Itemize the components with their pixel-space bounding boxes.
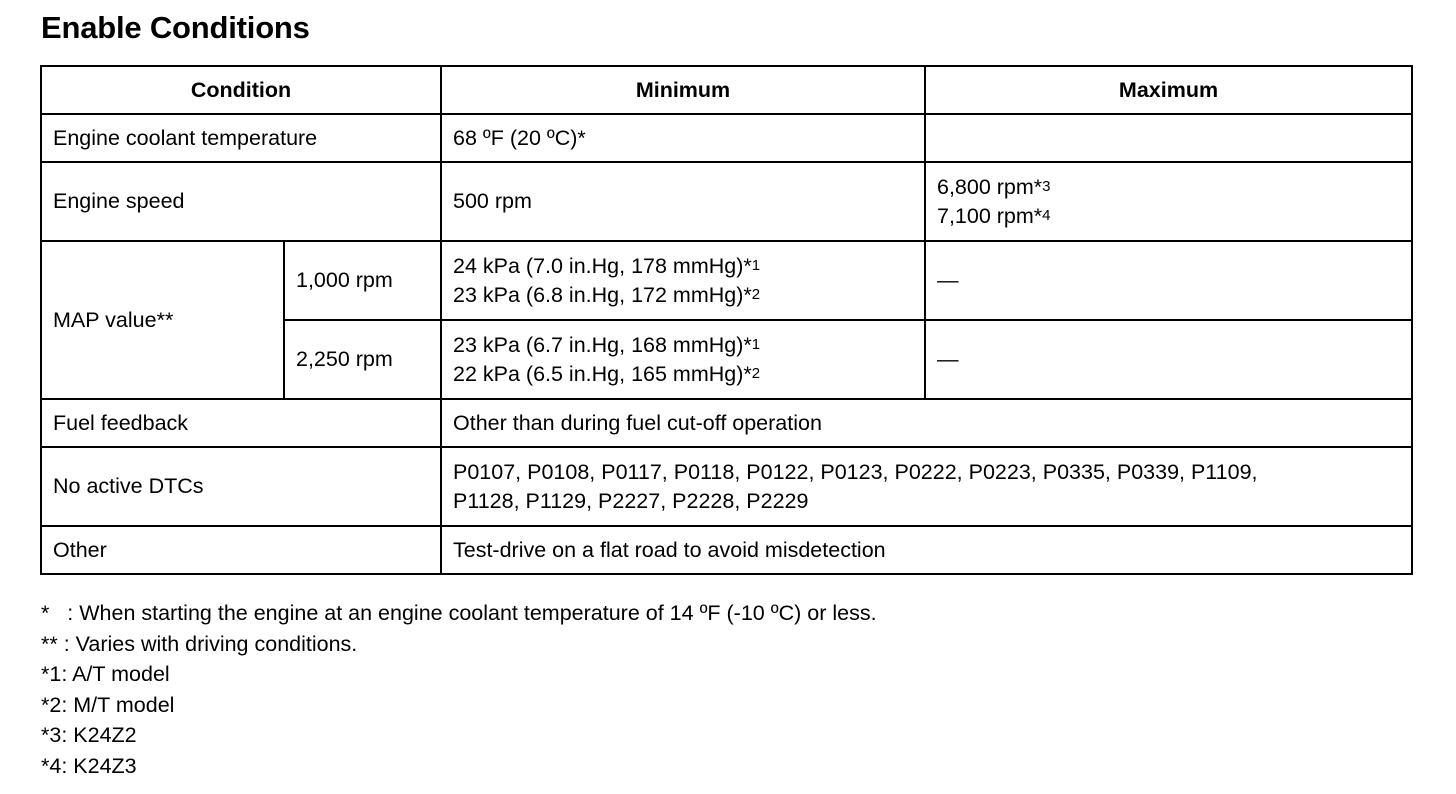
footnote: *2: M/T model [41,692,175,717]
row-map-value-1000 [41,241,1412,320]
value-cell: Other than during fuel cut-off operation [441,399,1412,447]
minimum-cell: 68 ºF (20 ºC)* [441,114,925,162]
footnote-ref: 4 [1042,206,1051,224]
minimum-line [453,281,913,310]
value-cell [441,447,1412,526]
row-coolant-temperature [41,114,1412,162]
row-engine-speed [41,162,1412,241]
rpm-subcondition-cell: 2,250 rpm [284,320,441,399]
footnote: *3: K24Z2 [41,723,137,747]
minimum-value: 24 kPa (7.0 in.Hg, 178 mmHg)* [453,253,752,278]
minimum-line [453,252,913,281]
maximum-line [937,202,1400,231]
footnote: ** : Varies with driving conditions. [41,631,358,656]
condition-cell: No active DTCs [41,447,441,526]
page-title: Enable Conditions [41,10,310,45]
condition-cell: Engine coolant temperature [41,114,441,162]
row-fuel-feedback [41,399,1412,447]
condition-cell: MAP value** [41,241,284,399]
maximum-line [937,173,1400,202]
dtc-line: P1128, P1129, P2227, P2228, P2229 [453,488,809,513]
footnote-ref: 2 [751,285,761,303]
minimum-line [453,331,913,360]
enable-conditions-table [40,65,1413,575]
value-cell: Test-drive on a flat road to avoid misdetection [441,526,1412,574]
header-minimum: Minimum [441,66,925,114]
maximum-value: 7,100 rpm* [937,203,1043,228]
maximum-cell: — [925,241,1412,320]
footnote-ref: 2 [751,364,761,382]
minimum-value: 23 kPa (6.8 in.Hg, 172 mmHg)* [453,282,752,307]
footnote: *1: A/T model [41,662,170,686]
minimum-cell: 500 rpm [441,162,925,241]
minimum-line [453,360,913,389]
footnote-ref: 3 [1042,177,1051,195]
condition-cell: Other [41,526,441,574]
minimum-value: 22 kPa (6.5 in.Hg, 165 mmHg)* [453,361,752,386]
minimum-cell [441,320,925,399]
footnote-ref: 1 [751,335,761,353]
maximum-value: 6,800 rpm* [937,174,1043,199]
maximum-cell [925,114,1412,162]
condition-cell: Fuel feedback [41,399,441,447]
footnotes [41,598,877,781]
maximum-cell: — [925,320,1412,399]
condition-cell: Engine speed [41,162,441,241]
footnote-ref: 1 [751,256,761,274]
dtc-line: P0107, P0108, P0117, P0118, P0122, P0123, P0222, P0223, P0335, P0339, P1109, [453,459,1258,484]
header-condition: Condition [41,66,441,114]
footnote: * : When starting the engine at an engine coolant temperature of 14 ºF (-10 ºC) or less. [41,601,877,625]
table-header-row [41,66,1412,114]
header-maximum: Maximum [925,66,1412,114]
row-no-active-dtcs [41,447,1412,526]
maximum-cell [925,162,1412,241]
minimum-value: 23 kPa (6.7 in.Hg, 168 mmHg)* [453,332,752,357]
rpm-subcondition-cell: 1,000 rpm [284,241,441,320]
minimum-cell [441,241,925,320]
row-other [41,526,1412,574]
footnote: *4: K24Z3 [41,753,137,778]
